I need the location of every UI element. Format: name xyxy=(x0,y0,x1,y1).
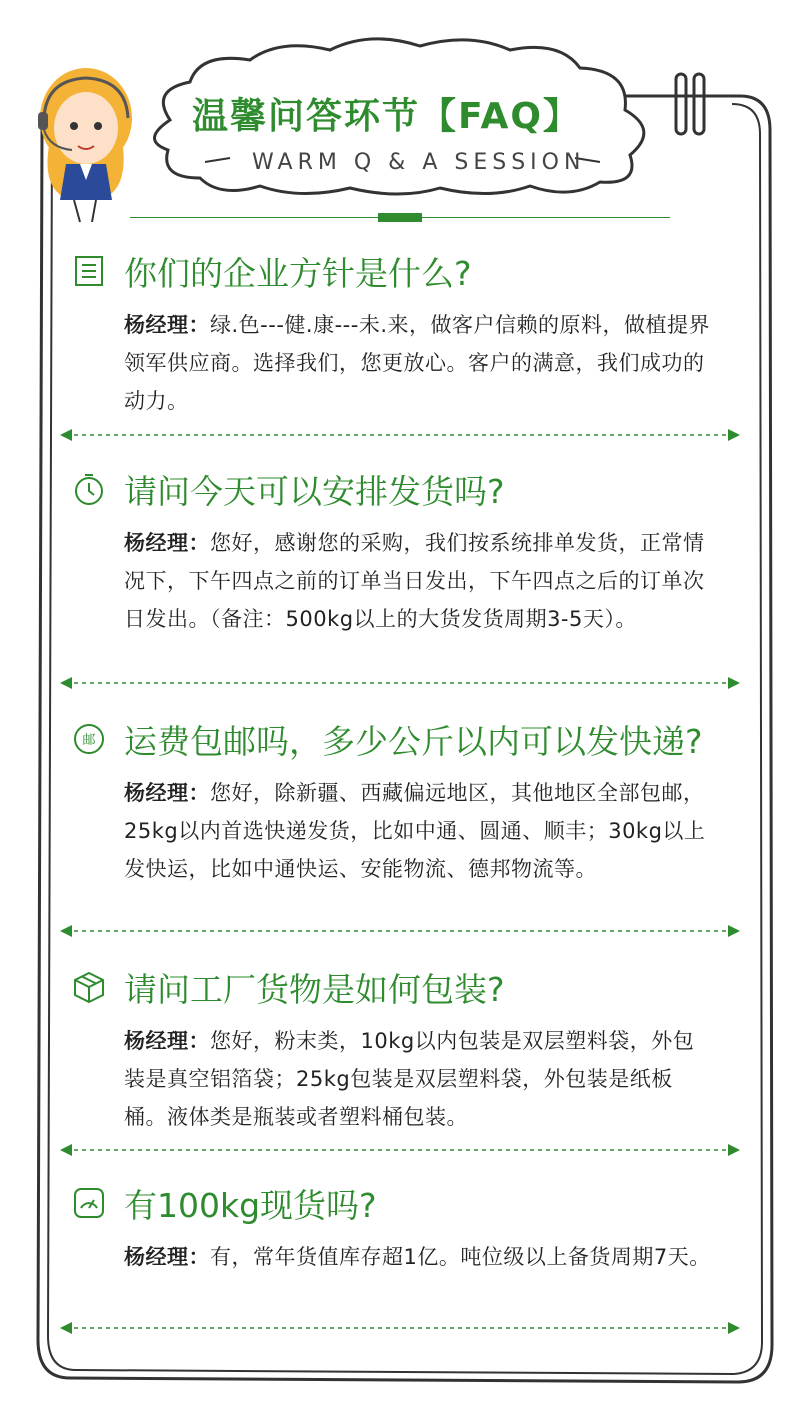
svg-text:邮: 邮 xyxy=(82,733,96,748)
page-title: 温馨问答环节【FAQ】 xyxy=(192,96,581,137)
faq-item xyxy=(72,1180,732,1276)
faq-question-row xyxy=(72,1180,732,1226)
faq-item xyxy=(72,248,732,420)
faq-question-row xyxy=(72,248,732,294)
dashed-divider xyxy=(60,1143,740,1157)
answer-speaker: 杨经理： xyxy=(124,313,210,337)
faq-question-row xyxy=(72,466,732,512)
page-subtitle: WARM Q & A SESSION xyxy=(252,150,586,175)
answer-speaker: 杨经理： xyxy=(124,781,210,805)
post-icon xyxy=(72,722,106,756)
faq-question: 有100kg现货吗? xyxy=(124,1185,377,1225)
answer-speaker: 杨经理： xyxy=(124,1245,210,1269)
answer-text: 您好，感谢您的采购，我们按系统排单发货，正常情况下，下午四点之前的订单当日发出，下午四点之后的订单次日发出。（备注：500kg以上的大货发货周期3-5天）。 xyxy=(124,531,705,631)
dashed-divider xyxy=(60,1321,740,1335)
answer-text: 绿.色---健.康---未.来，做客户信赖的原料，做植提界领军供应商。选择我们，您更放心。客户的满意，我们成功的动力。 xyxy=(124,313,710,413)
answer-text: 您好，粉末类，10kg以内包装是双层塑料袋，外包装是真空铝箔袋；25kg包装是双层塑料袋，外包装是纸板桶。液体类是瓶装或者塑料桶包装。 xyxy=(124,1029,695,1129)
faq-question: 请问工厂货物是如何包装? xyxy=(124,969,505,1009)
clip-icon xyxy=(676,74,704,134)
answer-speaker: 杨经理： xyxy=(124,1029,210,1053)
dashed-divider xyxy=(60,924,740,938)
faq-question-row xyxy=(72,964,732,1010)
answer-text: 您好，除新疆、西藏偏远地区，其他地区全部包邮，25kg以内首选快递发货，比如中通、圆通、顺丰；30kg以上发快运，比如中通快运、安能物流、德邦物流等。 xyxy=(124,781,706,881)
box-icon xyxy=(72,970,106,1004)
faq-item xyxy=(72,716,732,888)
dashed-divider xyxy=(60,428,740,442)
faq-question: 你们的企业方针是什么? xyxy=(124,253,472,293)
faq-answer xyxy=(124,306,714,420)
gauge-icon xyxy=(72,1186,106,1220)
list-icon xyxy=(72,254,106,288)
timer-icon xyxy=(72,472,106,506)
dashed-divider xyxy=(60,676,740,690)
faq-answer xyxy=(124,1238,714,1276)
faq-question-row xyxy=(72,716,732,762)
faq-item xyxy=(72,466,732,638)
faq-answer xyxy=(124,524,714,638)
faq-question: 运费包邮吗，多少公斤以内可以发快递? xyxy=(124,721,703,761)
answer-text: 有，常年货值库存超1亿。吨位级以上备货周期7天。 xyxy=(210,1245,711,1269)
faq-answer xyxy=(124,774,714,888)
faq-question: 请问今天可以安排发货吗? xyxy=(124,471,505,511)
title-accent-bar xyxy=(378,213,422,222)
faq-answer xyxy=(124,1022,714,1136)
faq-item xyxy=(72,964,732,1136)
answer-speaker: 杨经理： xyxy=(124,531,210,555)
